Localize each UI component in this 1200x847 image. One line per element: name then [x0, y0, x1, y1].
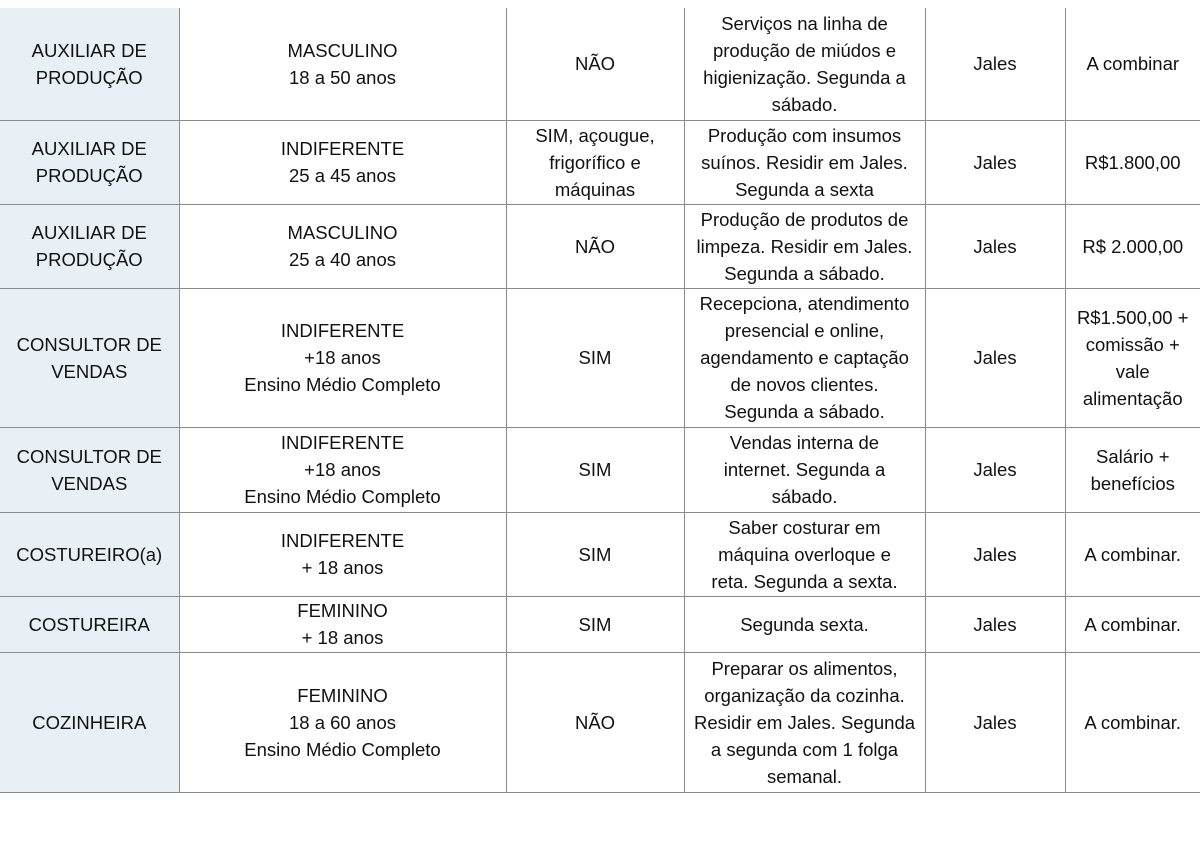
city-cell: Jales: [925, 8, 1065, 120]
city-cell: Jales: [925, 652, 1065, 792]
profile-cell: FEMININO 18 a 60 anos Ensino Médio Completo: [179, 652, 506, 792]
profile-cell: INDIFERENTE +18 anos Ensino Médio Completo: [179, 427, 506, 512]
table-row: [0, 512, 1200, 596]
experience-cell: SIM: [506, 288, 684, 427]
description-cell: Segunda sexta.: [684, 596, 925, 652]
job-title-cell: COSTUREIRA: [0, 596, 179, 652]
job-title-cell: AUXILIAR DE PRODUÇÃO: [0, 204, 179, 288]
salary-cell: A combinar.: [1065, 652, 1200, 792]
description-cell: Produção de produtos de limpeza. Residir em Jales. Segunda a sábado.: [684, 204, 925, 288]
salary-cell: R$ 2.000,00: [1065, 204, 1200, 288]
description-cell: Produção com insumos suínos. Residir em Jales. Segunda a sexta: [684, 120, 925, 204]
profile-cell: MASCULINO 25 a 40 anos: [179, 204, 506, 288]
city-cell: Jales: [925, 288, 1065, 427]
city-cell: Jales: [925, 512, 1065, 596]
table-row: [0, 204, 1200, 288]
profile-cell: INDIFERENTE +18 anos Ensino Médio Completo: [179, 288, 506, 427]
salary-cell: Salário + benefícios: [1065, 427, 1200, 512]
description-cell: Recepciona, atendimento presencial e online, agendamento e captação de novos clientes. Segunda a sábado.: [684, 288, 925, 427]
table-row: [0, 8, 1200, 120]
profile-cell: MASCULINO 18 a 50 anos: [179, 8, 506, 120]
experience-cell: NÃO: [506, 8, 684, 120]
salary-cell: A combinar.: [1065, 512, 1200, 596]
description-cell: Saber costurar em máquina overloque e reta. Segunda a sexta.: [684, 512, 925, 596]
city-cell: Jales: [925, 427, 1065, 512]
table-row: [0, 427, 1200, 512]
experience-cell: SIM: [506, 427, 684, 512]
job-title-cell: CONSULTOR DE VENDAS: [0, 288, 179, 427]
experience-cell: SIM: [506, 512, 684, 596]
table-row: [0, 120, 1200, 204]
description-cell: Vendas interna de internet. Segunda a sábado.: [684, 427, 925, 512]
job-title-cell: AUXILIAR DE PRODUÇÃO: [0, 120, 179, 204]
city-cell: Jales: [925, 596, 1065, 652]
job-title-cell: COZINHEIRA: [0, 652, 179, 792]
table-row: [0, 288, 1200, 427]
profile-cell: FEMININO + 18 anos: [179, 596, 506, 652]
salary-cell: A combinar.: [1065, 596, 1200, 652]
description-cell: Preparar os alimentos, organização da cozinha. Residir em Jales. Segunda a segunda com 1 folga semanal.: [684, 652, 925, 792]
salary-cell: A combinar: [1065, 8, 1200, 120]
job-listings-table: [0, 8, 1200, 793]
experience-cell: SIM: [506, 596, 684, 652]
table-row: [0, 652, 1200, 792]
experience-cell: NÃO: [506, 652, 684, 792]
profile-cell: INDIFERENTE 25 a 45 anos: [179, 120, 506, 204]
job-title-cell: CONSULTOR DE VENDAS: [0, 427, 179, 512]
city-cell: Jales: [925, 120, 1065, 204]
salary-cell: R$1.800,00: [1065, 120, 1200, 204]
city-cell: Jales: [925, 204, 1065, 288]
job-title-cell: COSTUREIRO(a): [0, 512, 179, 596]
salary-cell: R$1.500,00 + comissão + vale alimentação: [1065, 288, 1200, 427]
experience-cell: SIM, açougue, frigorífico e máquinas: [506, 120, 684, 204]
profile-cell: INDIFERENTE + 18 anos: [179, 512, 506, 596]
table-row: [0, 596, 1200, 652]
job-title-cell: AUXILIAR DE PRODUÇÃO: [0, 8, 179, 120]
description-cell: Serviços na linha de produção de miúdos e higienização. Segunda a sábado.: [684, 8, 925, 120]
experience-cell: NÃO: [506, 204, 684, 288]
